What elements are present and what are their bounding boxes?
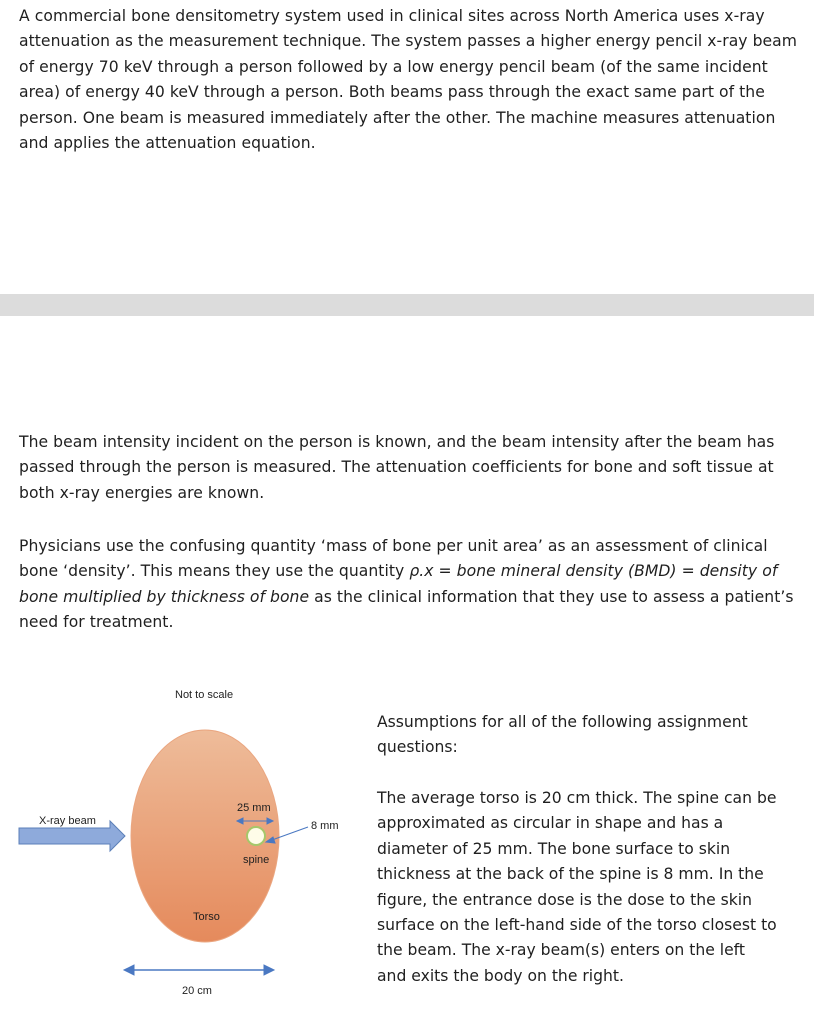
spine-circle [247, 827, 265, 845]
spine-diameter-label: 25 mm [237, 802, 271, 814]
torso-width-label: 20 cm [182, 985, 212, 997]
intro-text: A commercial bone densitometry system used in clinical sites across North America uses x-ray attenuation as the measurement technique. The system passes a higher energy pencil x-ray beam of energy 70 keV through a person followed by a low energy pencil beam (of the same incident area) of energy 40 keV through a person. Both beams pass through the exact same part of the person. One beam is measured immediately after the other. The machine measures attenuation and applies the attenuation equation. [19, 7, 798, 153]
torso-figure [0, 680, 360, 1012]
bmd-text-part1: Physicians use the confusing quantity ‘mass of bone per unit area’ as an assessment of clinical bone ‘density’. This means they use the quantity [19, 537, 768, 581]
torso-width-arrow [124, 965, 274, 975]
assumptions-body-text: The average torso is 20 cm thick. The spine can be approximated as circular in shape and has a diameter of 25 mm. The bone surface to skin thickness at the back of the spine is 8 mm. In the figure, the entrance dose is the dose to the skin surface on the left-hand side of the torso closest to the beam. The x-ray beam(s) enters on the left and exits the body on the right. [377, 789, 777, 985]
assumptions-heading [377, 710, 777, 761]
assumptions-body [377, 786, 777, 989]
torso-label: Torso [193, 911, 220, 923]
beam-intensity-text: The beam intensity incident on the person is known, and the beam intensity after the beam has passed through the person is measured. The attenuation coefficients for bone and soft tissue at both x-ray energies are known. [19, 433, 775, 502]
page-divider [0, 294, 814, 316]
bmd-definition: ρ.x = bone mineral density (BMD) = density of bone multiplied by thickness of bone [19, 562, 778, 606]
skin-thickness-label: 8 mm [311, 820, 339, 832]
not-to-scale-note: Not to scale [175, 689, 234, 701]
assumptions-heading-text: Assumptions for all of the following assignment questions: [377, 713, 748, 757]
xray-beam-label: X-ray beam [39, 815, 96, 827]
bmd-paragraph [19, 534, 799, 636]
bmd-text-part2: as the clinical information that they use to assess a patient’s need for treatment. [19, 587, 794, 632]
beam-intensity-paragraph [19, 430, 799, 506]
intro-paragraph [19, 4, 799, 156]
spine-label: spine [243, 854, 270, 866]
torso-diagram [0, 680, 360, 1012]
